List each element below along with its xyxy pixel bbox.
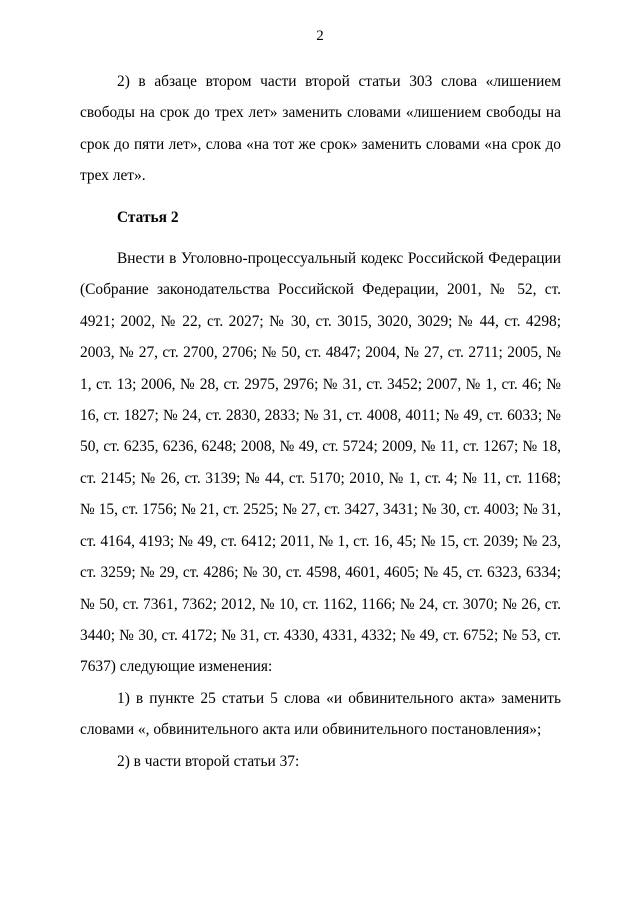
paragraph-amendment-303: 2) в абзаце втором части второй статьи 303 слова «лишением свободы на срок до трех лет» заменить словами «лишением свободы на срок до пяти лет», слова «на тот же срок» заменить словами «на срок до трех лет».	[80, 73, 561, 185]
document-body	[80, 66, 561, 777]
paragraph-item-1: 1) в пункте 25 статьи 5 слова «и обвинительного акта» заменить словами «, обвинительного акта или обвинительного постановления»;	[80, 689, 561, 739]
page-number: 2	[316, 28, 324, 44]
article-heading: Статья 2	[117, 208, 179, 226]
paragraph-intro-changes: Внести в Уголовно-процессуальный кодекс Российской Федерации (Собрание законодательства Российской Федерации, 2001, № 52, ст. 4921; 2002, № 22, ст. 2027; № 30, ст. 3015, 3020, 3029; № 44, ст. 4298; 2003, № 27, ст. 2700, 2706; № 50, ст. 4847; 2004, № 27, ст. 2711; 2005, № 1, ст. 13; 2006, № 28, ст. 2975, 2976; № 31, ст. 3452; 2007, № 1, ст. 46; № 16, ст. 1827; № 24, ст. 2830, 2833; № 31, ст. 4008, 4011; № 49, ст. 6033; № 50, ст. 6235, 6236, 6248; 2008, № 49, ст. 5724; 2009, № 11, ст. 1267; № 18, ст. 2145; № 26, ст. 3139; № 44, ст. 5170; 2010, № 1, ст. 4; № 11, ст. 1168; № 15, ст. 1756; № 21, ст. 2525; № 27, ст. 3427, 3431; № 30, ст. 4003; № 31, ст. 4164, 4193; № 49, ст. 6412; 2011, № 1, ст. 16, 45; № 15, ст. 2039; № 23, ст. 3259; № 29, ст. 4286; № 30, ст. 4598, 4601, 4605; № 45, ст. 6323, 6334; № 50, ст. 7361, 7362; 2012, № 10, ст. 1162, 1166; № 24, ст. 3070; № 26, ст. 3440; № 30, ст. 4172; № 31, ст. 4330, 4331, 4332; № 49, ст. 6752; № 53, ст. 7637) следующие изменения:	[80, 250, 561, 676]
paragraph-item-2: 2) в части второй статьи 37:	[117, 752, 300, 770]
